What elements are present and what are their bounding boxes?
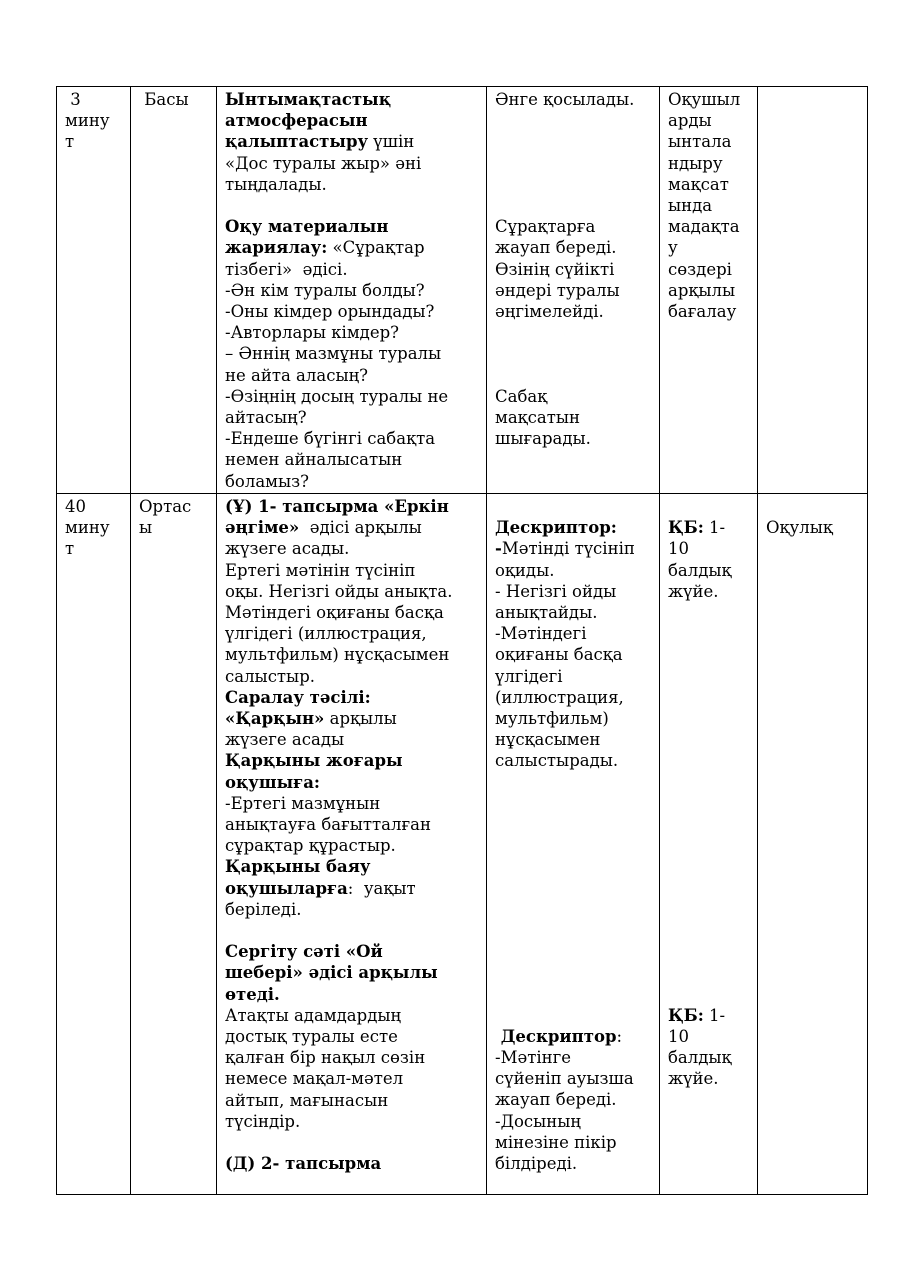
blank-line (668, 877, 749, 898)
cell-line (225, 386, 478, 407)
cell-line (225, 666, 478, 687)
bold-text: Ынтымақтастық (225, 90, 391, 109)
cell-line (225, 471, 478, 492)
regular-text: мультфильм) нұсқасымен (225, 645, 450, 665)
regular-text: : (616, 1026, 623, 1046)
blank-line (495, 920, 651, 941)
cell-line (225, 428, 478, 449)
blank-line (495, 1005, 651, 1026)
regular-text: сұрақтар құрастыр. (225, 836, 396, 856)
bold-text: қалыптастыру (225, 132, 369, 152)
blank-line (668, 899, 749, 920)
regular-text: достық туралы есте (225, 1027, 398, 1047)
regular-text: мақсатын (495, 407, 581, 427)
blank-line (495, 878, 651, 899)
cell-line (668, 1005, 749, 1026)
bold-text: Сергіту сәті «Ой (225, 942, 383, 962)
regular-text: -Ән кім туралы болды? (225, 280, 425, 300)
cell-line (668, 1068, 749, 1089)
blank-line (495, 941, 651, 962)
stage-cell (131, 87, 217, 494)
cell-line (225, 517, 478, 538)
regular-text: анықтауға бағытталған (225, 815, 431, 835)
regular-text: арқылы (324, 709, 397, 729)
regular-text: 1- (703, 1005, 726, 1025)
regular-text: 10 (668, 539, 689, 559)
cell-line (668, 1026, 749, 1047)
cell-line (668, 538, 749, 559)
blank-line (668, 750, 749, 771)
cell-line (495, 750, 651, 771)
cell-line (495, 407, 651, 428)
cell-line (225, 644, 478, 665)
time-cell (57, 494, 131, 1195)
cell-line: т (65, 132, 75, 152)
cell-line (668, 153, 749, 174)
cell-line (225, 1026, 478, 1047)
cell-line (668, 216, 749, 237)
regular-text: -Ендеше бүгінгі сабақта (225, 429, 436, 449)
cell-line (225, 729, 478, 750)
cell-line (766, 517, 859, 538)
cell-line: мину (65, 111, 110, 131)
bold-text: әңгіме» (225, 518, 300, 538)
regular-text: жүзеге асады (225, 730, 345, 750)
cell-line (495, 729, 651, 750)
regular-text: түсіндір. (225, 1111, 301, 1131)
blank-line (668, 729, 749, 750)
regular-text: оқы. Негізгі ойды анықта. (225, 581, 453, 601)
bold-text: Дескриптор: (495, 518, 617, 538)
blank-line (495, 365, 651, 386)
bold-text: (Д) 2- тапсырма (225, 1154, 382, 1174)
cell-line (225, 153, 478, 174)
blank-line (495, 984, 651, 1005)
blank-line (668, 623, 749, 644)
teacher-activity-cell (217, 494, 487, 1195)
cell-line (225, 1005, 478, 1026)
regular-text: қалған бір нақыл сөзін (225, 1048, 426, 1068)
regular-text: (иллюстрация, (495, 687, 624, 707)
bold-text: ҚБ: (668, 1005, 704, 1025)
cell-line: Ортас (139, 497, 192, 516)
regular-text: 1- (703, 518, 726, 538)
bold-text: атмосферасын (225, 111, 368, 131)
regular-text: жауап береді. (495, 238, 617, 258)
blank-line (668, 941, 749, 962)
cell-line (495, 1026, 651, 1047)
cell-line (495, 687, 651, 708)
regular-text: - Негізгі ойды (495, 581, 617, 601)
regular-text: сүйеніп ауызша (495, 1069, 634, 1089)
cell-line (668, 89, 749, 110)
regular-text: Өзінің сүйікті (495, 259, 615, 279)
cell-line (495, 538, 651, 559)
cell-line (495, 581, 651, 602)
cell-line (495, 280, 651, 301)
regular-text: үлгідегі (иллюстрация, (225, 624, 427, 644)
bold-text: шебері» әдісі арқылы (225, 963, 438, 983)
regular-text: 10 (668, 1026, 689, 1046)
cell-line (495, 89, 651, 110)
cell-line (495, 1153, 651, 1174)
bold-text: Қарқыны жоғары (225, 751, 403, 771)
blank-line (495, 343, 651, 364)
cell-line: 3 (65, 90, 81, 109)
bold-text: оқушыларға (225, 878, 348, 898)
cell-line (495, 708, 651, 729)
bold-text: - (495, 539, 502, 559)
regular-text: -Оны кімдер орындады? (225, 302, 435, 322)
cell-line (495, 1047, 651, 1068)
regular-text: немесе мақал-мәтел (225, 1069, 404, 1089)
cell-line (225, 708, 478, 729)
cell-line (225, 110, 478, 131)
cell-line (225, 322, 478, 343)
stage-cell (131, 494, 217, 1195)
regular-text: -Авторлары кімдер? (225, 323, 399, 343)
cell-line (668, 301, 749, 322)
cell-line (225, 814, 478, 835)
cell-line (225, 89, 478, 110)
blank-line (495, 110, 651, 131)
regular-text: тыңдалады. (225, 174, 327, 194)
cell-line (668, 517, 749, 538)
cell-line (225, 623, 478, 644)
regular-text: жауап береді. (495, 1090, 617, 1110)
regular-text: Мәтінді түсініп (501, 539, 635, 559)
cell-line (495, 237, 651, 258)
regular-text: үшін (368, 132, 415, 152)
regular-text: Оқулық (766, 518, 833, 538)
cell-line (668, 174, 749, 195)
regular-text: оқиғаны басқа (495, 645, 623, 665)
blank-line (495, 496, 651, 517)
regular-text: мақсат (668, 174, 729, 194)
cell-line (668, 259, 749, 280)
cell-line (225, 365, 478, 386)
cell-line (225, 602, 478, 623)
cell-line (225, 1047, 478, 1068)
cell-line (225, 301, 478, 322)
blank-line (668, 793, 749, 814)
blank-line (668, 983, 749, 1004)
cell-line (495, 644, 651, 665)
table-row (57, 494, 868, 1195)
regular-text: жүйе. (668, 581, 719, 601)
cell-line (225, 496, 478, 517)
regular-text: у (668, 238, 678, 258)
regular-text: Сұрақтарға (495, 217, 596, 237)
regular-text: беріледі. (225, 899, 302, 919)
regular-text: мадақта (668, 217, 740, 237)
cell-line (495, 602, 651, 623)
student-activity-cell (487, 494, 660, 1195)
cell-line (225, 750, 478, 771)
blank-line (495, 153, 651, 174)
regular-text: балдық (668, 1047, 732, 1067)
regular-text: -Өзіңнің досың туралы не (225, 386, 449, 406)
cell-line (495, 1132, 651, 1153)
blank-line (495, 195, 651, 216)
blank-line (225, 195, 478, 216)
cell-line (225, 899, 478, 920)
cell-line (225, 1068, 478, 1089)
cell-line (495, 560, 651, 581)
regular-text: -Мәтінге (495, 1048, 572, 1068)
blank-line (495, 793, 651, 814)
bold-text: оқушыға: (225, 772, 321, 792)
cell-line (225, 856, 478, 877)
time-cell (57, 87, 131, 494)
regular-text: ндыру (668, 153, 723, 173)
blank-line (668, 920, 749, 941)
cell-line (225, 538, 478, 559)
regular-text: салыстырады. (495, 751, 619, 771)
cell-line (668, 237, 749, 258)
cell-line (225, 772, 478, 793)
regular-text: Ертегі мәтінін түсініп (225, 560, 416, 580)
regular-text: арқылы (668, 280, 736, 300)
blank-line (495, 174, 651, 195)
blank-line (668, 687, 749, 708)
cell-line: 40 (65, 497, 86, 516)
regular-text: сөздері (668, 259, 732, 279)
cell-line (495, 301, 651, 322)
blank-line (495, 131, 651, 152)
cell-line (495, 428, 651, 449)
cell-line (495, 623, 651, 644)
blank-line (225, 1132, 478, 1153)
bold-text: Саралау тәсілі: (225, 687, 371, 707)
cell-line (225, 407, 478, 428)
cell-line (495, 1111, 651, 1132)
bold-text: Дескриптор (495, 1026, 617, 1046)
cell-line (225, 131, 478, 152)
regular-text: мультфильм) (495, 709, 609, 729)
cell-line (225, 581, 478, 602)
regular-text: әңгімелейді. (495, 301, 604, 321)
blank-line (495, 962, 651, 983)
regular-text: не айта аласың? (225, 365, 369, 385)
regular-text: Оқушыл (668, 90, 741, 109)
bold-text: (Ұ) 1- тапсырма «Еркін (225, 497, 449, 516)
blank-line (495, 835, 651, 856)
cell-line (495, 666, 651, 687)
cell-line (668, 1047, 749, 1068)
regular-text: бағалау (668, 302, 737, 322)
regular-text: немен айналысатын (225, 450, 403, 470)
blank-line (766, 496, 859, 517)
bold-text: жариялау: (225, 238, 328, 258)
regular-text: әндері туралы (495, 280, 620, 300)
blank-line (668, 962, 749, 983)
regular-text: Атақты адамдардың (225, 1005, 402, 1025)
resources-cell (758, 494, 868, 1195)
assessment-cell (660, 494, 758, 1195)
cell-line (495, 259, 651, 280)
cell-line (225, 216, 478, 237)
regular-text: айтасың? (225, 408, 307, 428)
cell-line: Басы (139, 90, 189, 109)
regular-text: анықтайды. (495, 603, 598, 622)
cell-line (668, 131, 749, 152)
cell-line: мину (65, 518, 110, 538)
lesson-plan-table (56, 86, 868, 1195)
regular-text: Мәтіндегі оқиғаны басқа (225, 603, 444, 623)
blank-line (668, 496, 749, 517)
bold-text: өтеді. (225, 984, 280, 1004)
regular-text: Әнге қосылады. (495, 90, 635, 109)
cell-line (225, 259, 478, 280)
regular-text: «Сұрақтар (327, 238, 425, 258)
regular-text: -Мәтіндегі (495, 624, 587, 644)
cell-line (225, 1153, 478, 1174)
cell-line: т (65, 539, 75, 559)
cell-line: ы (139, 518, 153, 538)
cell-line (225, 835, 478, 856)
cell-line (225, 449, 478, 470)
regular-text: : уақыт (347, 878, 416, 898)
cell-line (495, 386, 651, 407)
regular-text: – Әннің мазмұны туралы (225, 344, 442, 364)
cell-line (495, 1068, 651, 1089)
blank-line (668, 602, 749, 623)
bold-text: «Қарқын» (225, 709, 325, 729)
bold-text: ҚБ: (668, 518, 704, 538)
blank-line (668, 772, 749, 793)
bold-text: Қарқыны баяу (225, 857, 371, 877)
assessment-cell (660, 87, 758, 494)
regular-text: арды (668, 111, 712, 131)
regular-text: білдіреді. (495, 1154, 578, 1174)
regular-text: жүйе. (668, 1069, 719, 1089)
cell-line (668, 195, 749, 216)
regular-text: -Досының (495, 1111, 582, 1131)
cell-line (495, 1089, 651, 1110)
regular-text: ынтала (668, 132, 732, 152)
regular-text: «Дос туралы жыр» әні (225, 153, 422, 173)
cell-line (225, 560, 478, 581)
regular-text: тізбегі» әдісі. (225, 259, 348, 279)
regular-text: -Ертегі мазмұнын (225, 793, 381, 813)
blank-line (668, 644, 749, 665)
cell-line (225, 962, 478, 983)
regular-text: ында (668, 196, 713, 216)
regular-text: мінезіне пікір (495, 1132, 617, 1152)
cell-line (225, 941, 478, 962)
resources-cell (758, 87, 868, 494)
cell-line (225, 1090, 478, 1111)
blank-line (668, 856, 749, 877)
cell-line (495, 517, 651, 538)
regular-text: үлгідегі (495, 666, 563, 686)
teacher-activity-cell (217, 87, 487, 494)
regular-text: нұсқасымен (495, 730, 601, 750)
blank-line (225, 920, 478, 941)
cell-line (225, 687, 478, 708)
regular-text: айтып, мағынасын (225, 1090, 389, 1110)
regular-text: салыстыр. (225, 666, 316, 686)
cell-line (225, 343, 478, 364)
cell-line (495, 216, 651, 237)
regular-text: балдық (668, 560, 732, 580)
cell-line (225, 878, 478, 899)
cell-line (668, 560, 749, 581)
blank-line (668, 814, 749, 835)
blank-line (668, 666, 749, 687)
cell-line (668, 581, 749, 602)
cell-line (668, 110, 749, 131)
cell-line (225, 984, 478, 1005)
table-row (57, 87, 868, 494)
regular-text: боламыз? (225, 471, 309, 491)
blank-line (495, 772, 651, 793)
regular-text: оқиды. (495, 560, 555, 580)
cell-line (225, 174, 478, 195)
blank-line (668, 708, 749, 729)
blank-line (668, 835, 749, 856)
regular-text: жүзеге асады. (225, 539, 350, 559)
regular-text: шығарады. (495, 429, 591, 449)
blank-line (495, 322, 651, 343)
blank-line (495, 814, 651, 835)
cell-line (225, 280, 478, 301)
regular-text: әдісі арқылы (299, 518, 422, 538)
cell-line (225, 793, 478, 814)
blank-line (495, 899, 651, 920)
cell-line (668, 280, 749, 301)
regular-text: Сабақ (495, 386, 548, 406)
cell-line (225, 237, 478, 258)
bold-text: Оқу материалын (225, 217, 389, 237)
cell-line (225, 1111, 478, 1132)
blank-line (495, 856, 651, 877)
student-activity-cell (487, 87, 660, 494)
